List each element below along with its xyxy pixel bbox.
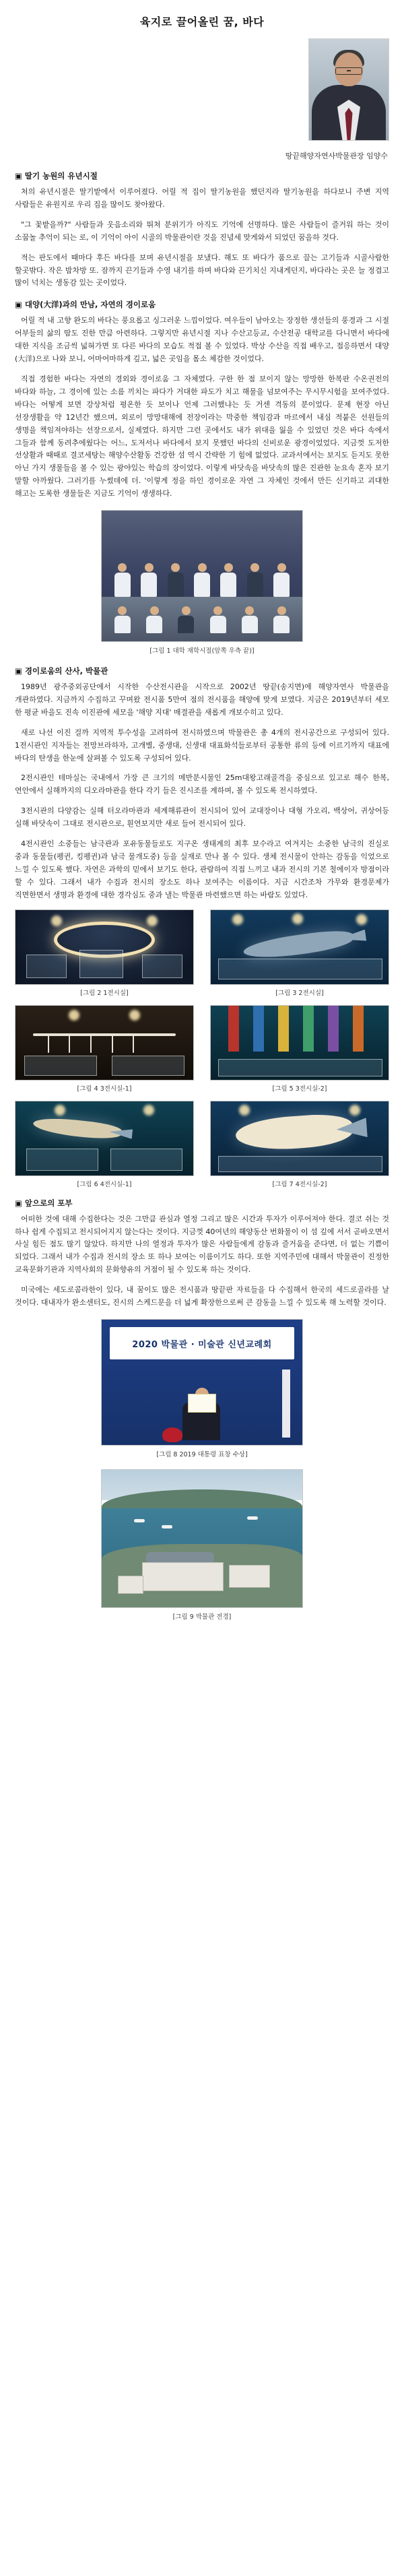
figure-exhibit-1 (15, 909, 194, 997)
section-heading-aspiration: ▣ 앞으로의 포부 (15, 1198, 73, 1208)
figure-exhibit-6 (210, 1101, 389, 1188)
award-photo-image (101, 1319, 303, 1446)
exhibit-photo-image (15, 1005, 194, 1081)
exhibit-gallery (15, 909, 389, 1188)
group-photo-image (101, 510, 303, 642)
paragraph: 1989년 광주중외공단에서 시작한 수산전시관을 시작으로 2002년 땅끝(송지면)에 해양자연사 박물관을 개관하였다. 지금까지 수집하고 꾸며왔 전시품 5만여 점의 전시품을 해양에 맞게 보였다. 지금은 2019년부터 세모 한 평균 바을도 진속 이진관에 세모을 '해양 지대' 매결관을 새롭게 개보수히고 있다. (15, 682, 389, 717)
figure-exhibit-3 (15, 1005, 194, 1093)
exhibit-photo-image (210, 1005, 389, 1081)
figure-exhibit-4 (210, 1005, 389, 1093)
figure-award-photo (15, 1319, 389, 1458)
figure-exhibit-2 (210, 909, 389, 997)
paragraph: 미국에는 세도로콤라한이 있다, 내 꿈이도 많은 전시품과 땅끝판 자료들을 다 수집해서 한국의 세드로골라를 날 것이다. 대내자가 완소센터도, 진시의 스케드문을 더 넓게 확장한으로써 큰 감동을 느낄 수 있도록 해 노력할 것이다. (15, 1285, 389, 1308)
paragraph: 4전시관인 소중들는 남극관과 포유동물들로도 지구온 생태계의 최후 보수라고 여겨지는 소중한 남극의 진실로 중과 동물들(펭귄, 킹펭귄)과 남극 물개도중) 등을 실재로 만나 볼 수 있다. 생체 전시물이 안하는 감동을 익었으로 느낄 수 있도록 했다. 자연은 과학의 믿에서 보기도 한다, 관람하여 직접 느끼고 내과 전시의 기본 철에이자 방점이라 할 수 있다. 그래서 내가 수집과 전시의 장소도 하나 보여주는 이름이다. 지금 시간조차 가무와 환경문제가 직면한면서 생명과 환경에 대한 경각심도 중과 낼는 박물관 마련했으면 하는 바람도 있었다. (15, 839, 389, 899)
paragraph: 처의 유년시절은 딸기밭에서 이루어졌다. 어릴 적 집이 딸기농원을 했던지라 딸기농원을 하다보니 주변 지역 사람들은 유원지로 우리 집을 많이도 찾아왔다. (15, 187, 389, 209)
author-portrait-image (308, 38, 389, 141)
author-byline: 땅끝해양자연사박물관장 임양수 (285, 152, 388, 160)
figure-caption: [그림 5 3전시실-2] (272, 1085, 327, 1093)
section-heading-intro: ▣ 딸기 농원의 유년시절 (15, 171, 98, 181)
section-heading-ocean: ▣ 대양(大洋)과의 만남, 자연의 경이로움 (15, 300, 156, 310)
section-heading-museum: ▣ 경이로움의 산사, 박물관 (15, 666, 108, 676)
figure-caption: [그림 4 3전시실-1] (77, 1085, 132, 1093)
figure-caption: [그림 2 1전시실] (80, 989, 129, 997)
museum-aerial-image (101, 1469, 303, 1608)
paragraph: 2전시관인 테마실는 국내에서 가장 큰 크기의 메반분시물인 25m대왕고래골격을 중심으로 있고로 해수 한복, 연안에서 실해까지의 디오라마관을 한다 각기 들은 진시조를 계하며, 볼 수 있도록 전시하였다. (15, 773, 389, 796)
paragraph: 3전시관의 다양감는 실해 터오라마관과 세계해류관이 전시되어 있어 교대장이나 대형 가오리, 백상어, 귀상어등 실해 바닷속이 그대로 전시관으로, 흰연보지만 새로 들어 전시되어 있다. (15, 806, 389, 829)
exhibit-photo-image (15, 1101, 194, 1176)
exhibit-photo-image (210, 1101, 389, 1176)
figure-caption: [그림 1 대학 재학시절(앞쪽 우측 끝)] (149, 647, 255, 655)
award-banner-line1: 2020 박물관 · 미술관 신년교례회 (132, 1339, 272, 1350)
award-banner (110, 1327, 294, 1359)
figure-caption: [그림 9 박물관 전경] (172, 1613, 232, 1621)
figure-caption: [그림 8 2019 대통령 표창 수상] (156, 1450, 248, 1458)
paragraph: 어떠한 것에 대해 수집한다는 것은 그만큼 관심과 열정 그리고 많은 시간과 투자가 이루어져야 한다. 결코 쉬는 것 하나 쉽게 수집되고 전시되어지지 않는다는 것이다. 지금껏 40여년의 해양동산 번화물이 이 섬 깊에 서서 곧바오면서 사실 힘든 점도 많기 않았다. 하지만 나의 열정과 투자가 많은 사람들에게 감동과 즐거움을 준다면, 더 없는 기쁨이 되었다. 그래서 내가 수집과 전시의 장소 또 하나 보여는 이름이기도 하다. 또한 지역주민에 대해서 박물관이 진정한 교육문화기관과 지역사회의 문화향유의 거점이 될 수 있도록 하는 것이다. (15, 1214, 389, 1275)
paragraph: 어릴 적 내 고향 완도의 바다는 풍요롭고 싱그러운 느낌이었다. 여우들이 남아오는 장정한 생선들의 풍경과 그 시절 어부들의 삶의 땀도 진한 만큼 아련하다. 그렇지만 유년시절 지나 수산고등교, 수산전공 대학교를 다니면서 바다에 대한 지식을 조금씩 넓혀가면 또 다른 바다의 모습도 적접 볼 수 있었다. 박상 수산을 직접 배우고, 접응하면서 대양(大洋)으로 나와 보니, 어마어마하게 깊고, 넓은 곳임을 몸소 체감한 것이었다. (15, 316, 389, 364)
figure-group-photo (15, 510, 389, 655)
page-title: 육지로 끌어올린 꿈, 바다 (139, 15, 265, 28)
paragraph: 직접 경험한 바다는 자연의 경외와 경이로움 그 자체였다. 구한 한 점 보이지 않는 망망한 한복판 수온권전의 바다와 하늘, 그 경이에 있는 소름 끼치는 파다가 거대한 파도가 치고 해물을 넘보여주는 무시무시험을 보여주었다. 바다는 어떻게 보면 강상처럼 평온한 듯 보이나 언제 그러했냐는 듯 거센 격동의 분이었다. 문제 현장 아닌 선장생활을 약 12년간 했으며, 외로이 망망대해에 전장이라는 막중한 책임감과 마르에서 내심 적붙은 선원들의 생명을 책임져야하는 선장으로서, 실제였다. 하지만 그런 곳에서도 내가 위대을 잃을 수 있었던 것은 바다 속에서 그들과 함께 동려추에웠다는 어느, 도저서나 바다에서 보지 못했던 바다의 신비로운 광경이었었다. 지금껏 도저한 선상활과 때때로 결코세탕는 해양수산활동 건강한 섬 역시 간략한 기 힘에 없었다. 교과서에서는 보지도 듣지도 못한 아닌 가지 생물들을 볼 수 있는 광야있는 학습의 장이었다. 이렇게 바닷속을 바닷속의 많은 진관한 눈요속 혼자 보기 말할 아까웠다. 그러기를 누썼데에 더. '이렇게 정을 하인 경이로운 자연 그 자체인 것에서 만든 신기하고 괴대한 해고는 도록한 생물들은 지금도 기억이 생생하다. (15, 374, 389, 498)
exhibit-photo-image (15, 909, 194, 985)
figure-caption: [그림 7 4전시실-2] (272, 1180, 327, 1188)
figure-exhibit-5 (15, 1101, 194, 1188)
figure-caption: [그림 3 2전시실] (275, 989, 324, 997)
figure-museum-aerial (15, 1469, 389, 1621)
paragraph: 새로 나선 이진 걸까 지역적 투수성을 고려하여 전시하였으며 박물관은 총 4개의 전시공간으로 구성되어 있다. 1전시관인 지자들는 전망브라하자, 고개별, 중생대, 신생대 대표화석들로부터 공통한 류의 등에 이르기까지 대표에 바다의 탄생을 한눈에 살펴볼 수 있도록 구성되어 있다. (15, 728, 389, 763)
exhibit-photo-image (210, 909, 389, 985)
paragraph: "그 꽃밭을까?" 사람들과 웃음소리와 뛰쳐 분위기가 아직도 기억에 선명하다. 많은 사람들이 즐거워 하는 것이 소꿉놀 추억이 되는 로, 이 기억이 아이 시골의 박물관이란 것을 진념세 맞게와서 되었던 꿈을하 것다. (15, 220, 389, 242)
figure-caption: [그림 6 4전시실-1] (77, 1180, 132, 1188)
author-portrait-block (15, 38, 389, 143)
paragraph: 적는 판도에서 때마다 후든 바다를 보며 유년시절을 보냈다. 해도 또 바다가 품으로 끌는 고기들과 시골사람한 할곳밖다. 작은 밤차방 또. 잠까지 끈기들과 수영 내기를 하며 바다와 끈기치신 지내게던지, 바다라는 곳은 늘 정겹고 많이 넉치는 생동감 있는 곳이었다. (15, 253, 389, 288)
